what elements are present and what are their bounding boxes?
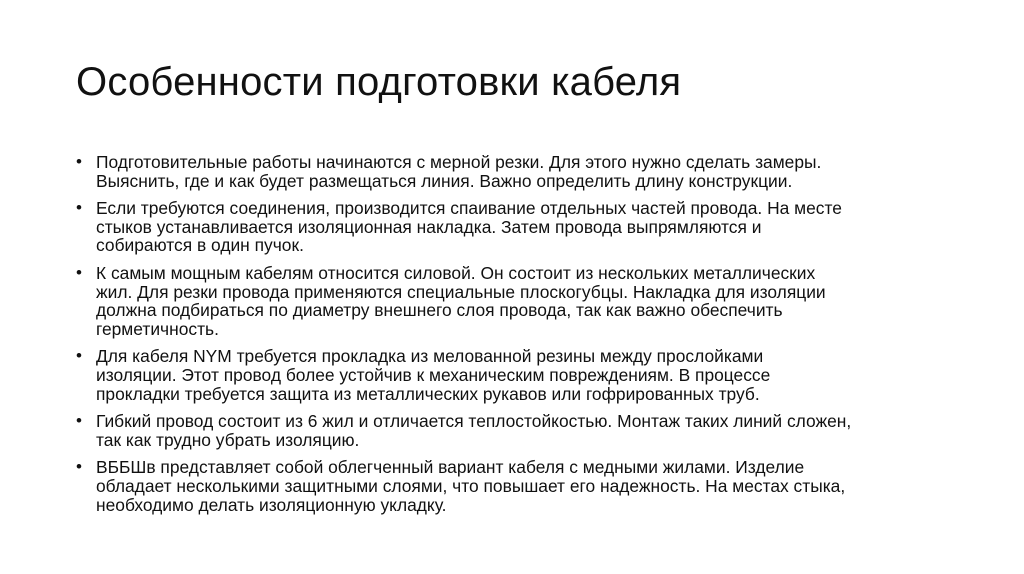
bullet-text-line: Для кабеля NYM требуется прокладка из мелованной резины между прослойками <box>96 346 764 367</box>
bullet-dot-icon: • <box>76 262 82 282</box>
bullet-text-line: К самым мощным кабелям относится силовой. Он состоит из нескольких металлических <box>96 262 816 283</box>
bullet-text-line: Подготовительные работы начинаются с мерной резки. Для этого нужно сделать замеры. <box>96 152 822 172</box>
bullet-item <box>76 264 956 338</box>
bullet-text-line: необходимо делать изоляционную укладку. <box>96 494 447 515</box>
bullet-item <box>76 412 956 449</box>
bullet-text-line: обладает несколькими защитными слоями, что повышает его надежность. На местах стыка, <box>96 475 846 496</box>
bullet-text-line: стыков устанавливается изоляционная накладка. Затем провода выпрямляются и <box>96 216 762 237</box>
bullet-item <box>76 199 956 255</box>
bullet-text-line: Выяснить, где и как будет размещаться линия. Важно определить длину конструкции. <box>96 170 793 191</box>
bullet-text-line: должна подбираться по диаметру внешнего слоя провода, так как важно обеспечить <box>96 300 783 321</box>
bullet-text-line: ВББШв представляет собой облегченный вариант кабеля с медными жилами. Изделие <box>96 457 805 478</box>
bullet-list <box>76 153 956 523</box>
bullet-item <box>76 153 956 190</box>
bullet-text-line: прокладки требуется защита из металлических рукавов или гофрированных труб. <box>96 383 760 404</box>
bullet-text-line: так как трудно убрать изоляцию. <box>96 429 360 450</box>
bullet-text-line: жил. Для резки провода применяются специальные плоскогубцы. Накладка для изоляции <box>96 281 826 302</box>
bullet-item <box>76 347 956 403</box>
bullet-text-line: изоляции. Этот провод более устойчив к механическим повреждениям. В процессе <box>96 364 771 385</box>
bullet-text-line: Если требуются соединения, производится спаивание отдельных частей провода. На месте <box>96 198 842 219</box>
bullet-item <box>76 458 956 514</box>
bullet-text-line: герметичность. <box>96 318 219 339</box>
slide-title: Особенности подготовки кабеля <box>76 60 682 104</box>
bullet-text-line: собираются в один пучок. <box>96 235 304 256</box>
bullet-dot-icon: • <box>76 411 82 431</box>
bullet-text-line: Гибкий провод состоит из 6 жил и отличается теплостойкостью. Монтаж таких линий сложен, <box>96 411 852 432</box>
bullet-dot-icon: • <box>76 152 82 171</box>
bullet-dot-icon: • <box>76 198 82 218</box>
bullet-dot-icon: • <box>76 457 82 477</box>
bullet-dot-icon: • <box>76 346 82 366</box>
